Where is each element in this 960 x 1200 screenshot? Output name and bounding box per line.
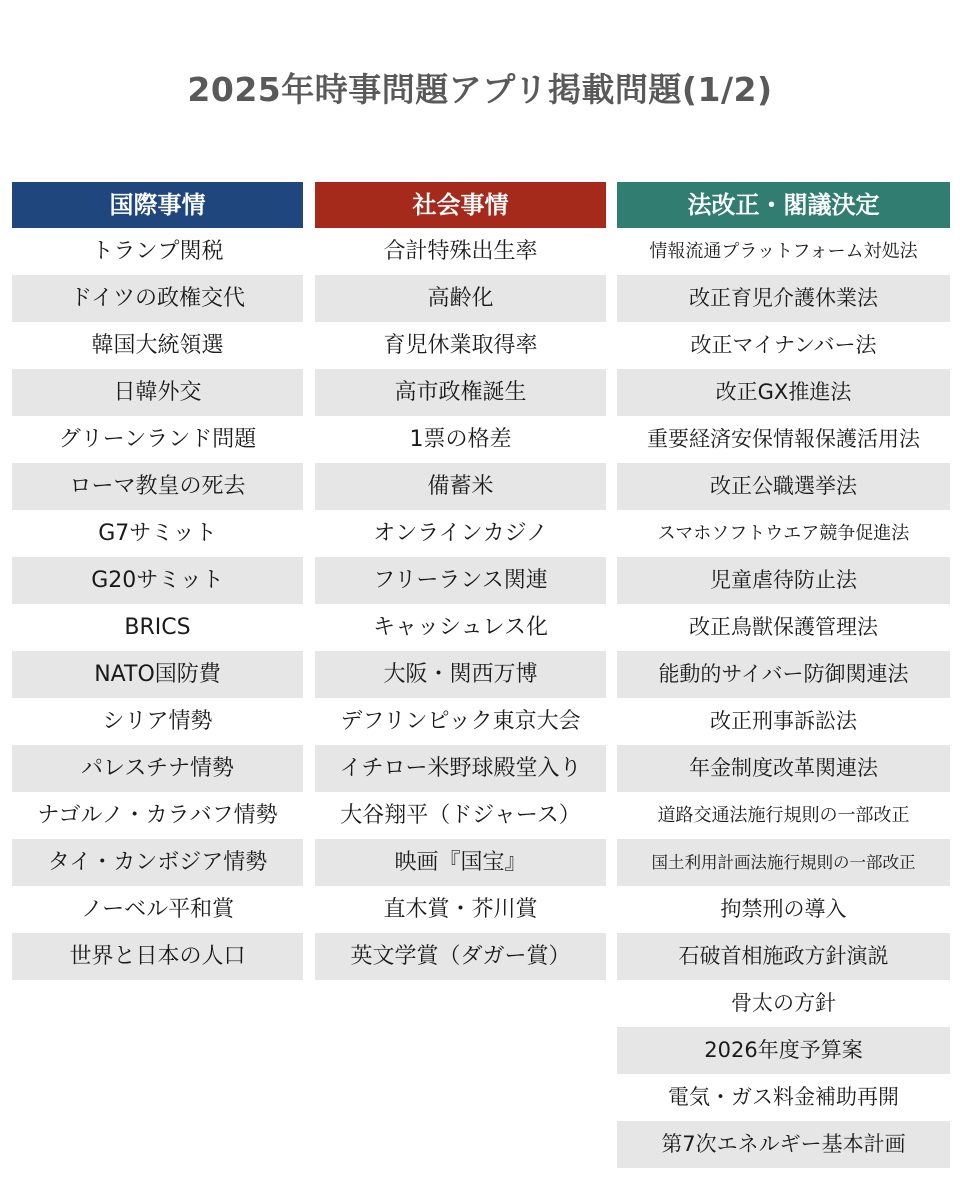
list-item: ドイツの政権交代	[12, 275, 303, 322]
page-title: 2025年時事問題アプリ掲載問題(1/2)	[187, 70, 773, 109]
column-law-cabinet	[617, 182, 950, 1168]
list-item: G20サミット	[12, 557, 303, 604]
list-item: 改正刑事訴訟法	[617, 698, 950, 745]
list-item: 児童虐待防止法	[617, 557, 950, 604]
list-item: 韓国大統領選	[12, 322, 303, 369]
list-item: ノーベル平和賞	[12, 886, 303, 933]
list-item: 映画『国宝』	[315, 839, 606, 886]
list-item: 拘禁刑の導入	[617, 886, 950, 933]
column-social	[315, 182, 606, 980]
list-item: タイ・カンボジア情勢	[12, 839, 303, 886]
list-item: 石破首相施政方針演説	[617, 933, 950, 980]
list-item: 日韓外交	[12, 369, 303, 416]
list-item: 世界と日本の人口	[12, 933, 303, 980]
list-item: 第7次エネルギー基本計画	[617, 1121, 950, 1168]
item-list	[12, 228, 303, 980]
list-item: 改正マイナンバー法	[617, 322, 950, 369]
list-item: 年金制度改革関連法	[617, 745, 950, 792]
list-item: 改正公職選挙法	[617, 463, 950, 510]
list-item: 2026年度予算案	[617, 1027, 950, 1074]
list-item: 改正鳥獣保護管理法	[617, 604, 950, 651]
item-list	[617, 228, 950, 1168]
list-item: シリア情勢	[12, 698, 303, 745]
list-item: 英文学賞（ダガー賞）	[315, 933, 606, 980]
list-item: 大阪・関西万博	[315, 651, 606, 698]
list-item: 大谷翔平（ドジャース）	[315, 792, 606, 839]
list-item: 骨太の方針	[617, 980, 950, 1027]
list-item: ナゴルノ・カラバフ情勢	[12, 792, 303, 839]
list-item: キャッシュレス化	[315, 604, 606, 651]
list-item: 高市政権誕生	[315, 369, 606, 416]
list-item: スマホソフトウエア競争促進法	[617, 510, 950, 557]
list-item: トランプ関税	[12, 228, 303, 275]
list-item: 重要経済安保情報保護活用法	[617, 416, 950, 463]
list-item: 電気・ガス料金補助再開	[617, 1074, 950, 1121]
list-item: 育児休業取得率	[315, 322, 606, 369]
list-item: NATO国防費	[12, 651, 303, 698]
column-international	[12, 182, 303, 980]
list-item: 国土利用計画法施行規則の一部改正	[617, 839, 950, 886]
list-item: 改正GX推進法	[617, 369, 950, 416]
list-item: グリーンランド問題	[12, 416, 303, 463]
list-item: ローマ教皇の死去	[12, 463, 303, 510]
list-item: パレスチナ情勢	[12, 745, 303, 792]
list-item: デフリンピック東京大会	[315, 698, 606, 745]
list-item: 能動的サイバー防御関連法	[617, 651, 950, 698]
list-item: 合計特殊出生率	[315, 228, 606, 275]
column-header: 社会事情	[315, 182, 606, 228]
list-item: イチロー米野球殿堂入り	[315, 745, 606, 792]
list-item: 道路交通法施行規則の一部改正	[617, 792, 950, 839]
list-item: G7サミット	[12, 510, 303, 557]
list-item: 1票の格差	[315, 416, 606, 463]
item-list	[315, 228, 606, 980]
column-header: 法改正・閣議決定	[617, 182, 950, 228]
list-item: 改正育児介護休業法	[617, 275, 950, 322]
list-item: BRICS	[12, 604, 303, 651]
list-item: オンラインカジノ	[315, 510, 606, 557]
list-item: フリーランス関連	[315, 557, 606, 604]
list-item: 高齢化	[315, 275, 606, 322]
list-item: 情報流通プラットフォーム対処法	[617, 228, 950, 275]
list-item: 直木賞・芥川賞	[315, 886, 606, 933]
list-item: 備蓄米	[315, 463, 606, 510]
column-header: 国際事情	[12, 182, 303, 228]
